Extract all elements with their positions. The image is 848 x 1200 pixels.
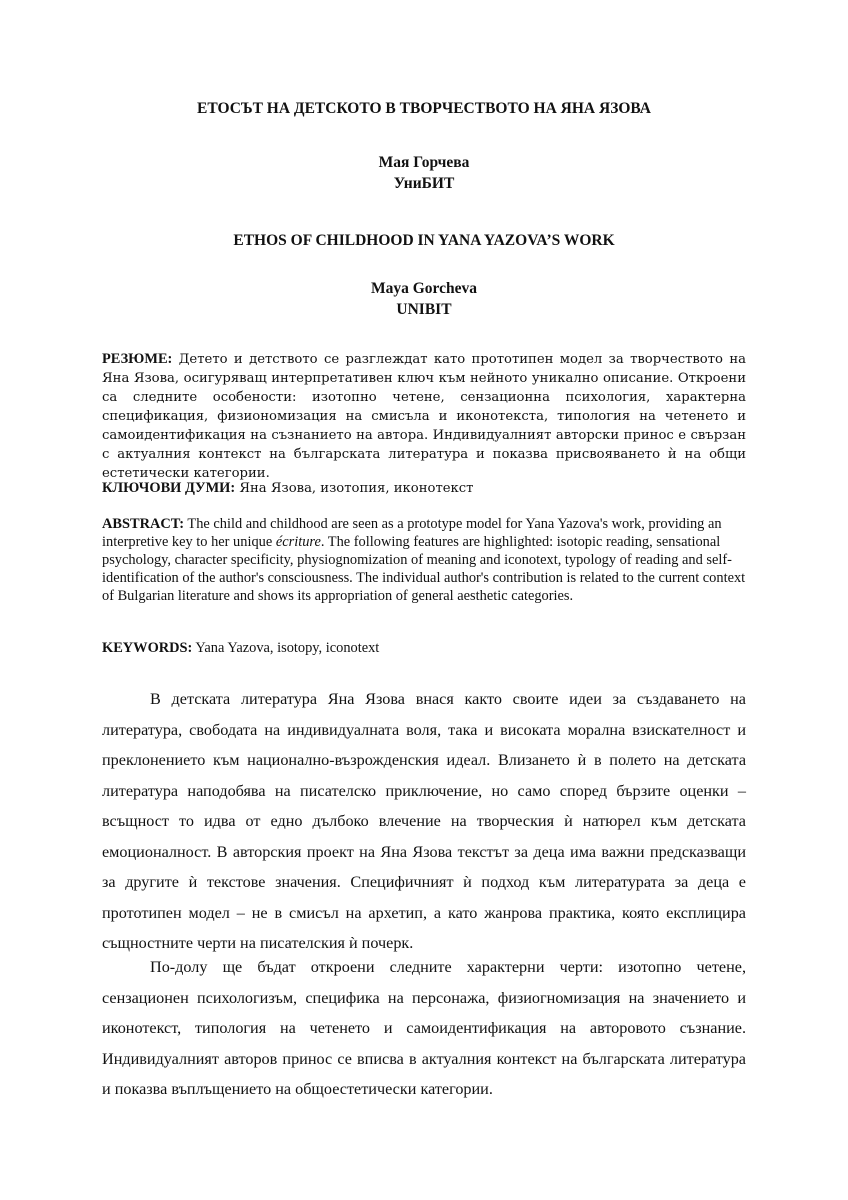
abstract-label-bulgarian: РЕЗЮМЕ:	[102, 351, 173, 367]
keywords-bulgarian	[102, 479, 746, 498]
author-block-bulgarian	[0, 152, 848, 194]
title-bulgarian: ЕТОСЪТ НА ДЕТСКОТО В ТВОРЧЕСТВОТО НА ЯНА ЯЗОВА	[197, 100, 651, 117]
body-paragraph-1: В детската литература Яна Язова внася както своите идеи за създаването на литература, свободата на индивидуалната воля, така и високата морална взискателност и преклонението към национално-възрожденския идеал. Влизането ѝ в полето на детската литература наподобява на писателско приключение, но само според бързите оценки – всъщност то идва от едно дълбоко влечение на творческия ѝ натюрел към детската емоционалност. В авторския проект на Яна Язова текстът за деца има важни предсказващи за другите ѝ текстове значения. Специфичният ѝ подход към литературата за деца е прототипен модел – не в смисъл на архетип, а като жанрова практика, която експлицира същностните черти на писателския ѝ почерк.	[102, 690, 746, 952]
keywords-english	[102, 639, 746, 657]
title-english: ETHOS OF CHILDHOOD IN YANA YAZOVA’S WORK	[233, 232, 615, 249]
keywords-text-bulgarian: Яна Язова, изотопия, иконотекст	[235, 481, 474, 496]
author-affiliation-bulgarian: УниБИТ	[393, 175, 455, 192]
abstract-label-english: ABSTRACT:	[102, 516, 185, 532]
abstract-text-bulgarian: Детето и детството се разглеждат като прототипен модел за творчеството на Яна Язова, осигуряващ интерпретативен ключ към нейното уникално описание. Откроени са следните особености: изотопно четене, сензационна психология, характерна спецификация, физиономизация на смисъла и иконотекста, типология на четенето и самоидентификация на съзнанието на автора. Индивидуалният авторски принос е свързан с актуалния контекст на българската литература и показва присвояването ѝ на общи естетически категории.	[102, 352, 746, 481]
body-paragraph-2: По-долу ще бъдат откроени следните характерни черти: изотопно четене, сензационен психологизъм, специфика на персонажа, физиогномизация на значението и иконотекст, типология на четенето и самоидентификация на авторовото съзнание. Индивидуалният авторов принос се вписва в актуалния контекст на българската литература и показва въплъщението на общоестетически категории.	[102, 958, 746, 1098]
abstract-text-english-part1: The child and childhood are seen as a prototype model for Yana Yazova's work, providing an interpretive key to her unique	[102, 516, 722, 550]
keywords-label-bulgarian: КЛЮЧОВИ ДУМИ:	[102, 480, 236, 496]
abstract-bulgarian	[102, 350, 746, 483]
keywords-label-english: KEYWORDS:	[102, 640, 193, 656]
author-affiliation-english: UNIBIT	[396, 301, 452, 318]
abstract-english	[102, 515, 746, 605]
abstract-text-english-part2: . The following features are highlighted: isotopic reading, sensational psychology, character specificity, physiognomization of meaning and iconotext, typology of reading and self-identification of the author's consciousness. The individual author's contribution is related to the current context of Bulgarian literature and shows its appropriation of general aesthetic categories.	[102, 534, 746, 604]
author-name-english: Maya Gorcheva	[370, 280, 478, 297]
abstract-text-english-italic: écriture	[275, 534, 321, 550]
author-name-bulgarian: Мая Горчева	[378, 154, 470, 171]
keywords-text-english: Yana Yazova, isotopy, iconotext	[192, 640, 380, 656]
author-block-english	[0, 278, 848, 320]
